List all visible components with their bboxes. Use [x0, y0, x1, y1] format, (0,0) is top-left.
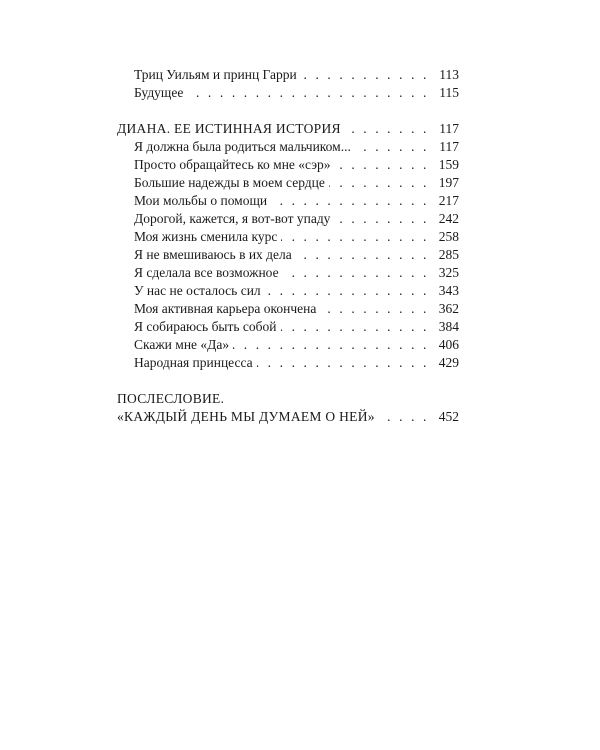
toc-entry-page: 343 — [438, 283, 459, 298]
dot-leader — [355, 138, 435, 156]
toc-entry-title: У нас не осталось сил — [134, 283, 261, 298]
toc-entry-page: 362 — [438, 301, 459, 316]
dot-leader — [283, 264, 435, 282]
toc-entry — [117, 318, 459, 336]
toc-entry — [117, 192, 459, 210]
toc-entry-title: Моя активная карьера окончена — [134, 301, 317, 316]
toc-entry-title: Большие надежды в моем сердце — [134, 175, 325, 190]
dot-leader — [265, 282, 435, 300]
toc-entry — [117, 300, 459, 318]
toc-entry-page: 258 — [438, 229, 459, 244]
toc-entry-page: 197 — [438, 175, 459, 190]
toc-entry — [117, 264, 459, 282]
dot-leader — [281, 318, 435, 336]
toc-entry-title: Дорогой, кажется, я вот-вот упаду — [134, 211, 331, 226]
toc-afterword-line2: «КАЖДЫЙ ДЕНЬ МЫ ДУМАЕМ О НЕЙ» — [117, 409, 375, 424]
toc-entry-page: 159 — [438, 157, 459, 172]
toc-entry-page: 429 — [438, 355, 459, 370]
toc-entry-title: Просто обращайтесь ко мне «сэр» — [134, 157, 331, 172]
toc-entry-title: Мои мольбы о помощи — [134, 193, 268, 208]
toc-entry — [117, 228, 459, 246]
toc-entry-page: 217 — [438, 193, 459, 208]
toc-entry-title: Я не вмешиваюсь в их дела — [134, 247, 292, 262]
toc-entry — [117, 336, 459, 354]
dot-leader — [329, 174, 435, 192]
dot-leader — [320, 300, 435, 318]
toc-entry-page: 242 — [438, 211, 459, 226]
toc-entry-title: Я должна была родиться мальчиком... — [134, 139, 351, 154]
toc-entry-page: 117 — [439, 139, 459, 154]
toc-entry-title: Триц Уильям и принц Гарри — [134, 67, 297, 82]
dot-leader — [271, 192, 435, 210]
table-of-contents — [117, 66, 459, 426]
toc-section-page: 117 — [439, 121, 459, 136]
toc-entry — [117, 246, 459, 264]
toc-entry-page: 325 — [438, 265, 459, 280]
dot-leader — [296, 246, 435, 264]
toc-entry-page: 384 — [438, 319, 459, 334]
dot-leader — [301, 66, 435, 84]
toc-entry-title: Я собираюсь быть собой — [134, 319, 277, 334]
toc-entry — [117, 282, 459, 300]
toc-afterword-heading — [117, 390, 459, 408]
toc-entry-page: 406 — [438, 337, 459, 352]
toc-afterword-line1: ПОСЛЕСЛОВИЕ. — [117, 391, 225, 406]
dot-leader — [281, 228, 435, 246]
toc-afterword-entry — [117, 408, 459, 426]
toc-entry-title: Я сделала все возможное — [134, 265, 279, 280]
toc-entry — [117, 156, 459, 174]
dot-leader — [334, 210, 435, 228]
toc-entry-title: Скажи мне «Да» — [134, 337, 230, 352]
toc-section-diana — [117, 120, 459, 138]
toc-afterword-page: 452 — [438, 409, 459, 424]
toc-entry-title: Народная принцесса — [134, 355, 253, 370]
toc-entry-page: 113 — [439, 67, 459, 82]
toc-entry-future — [117, 84, 459, 102]
toc-entry — [117, 138, 459, 156]
toc-entry — [117, 210, 459, 228]
dot-leader — [334, 156, 435, 174]
toc-entry — [117, 174, 459, 192]
toc-entry-page: 115 — [439, 85, 459, 100]
toc-entry-title: Будущее — [134, 85, 184, 100]
toc-entry-page: 285 — [438, 247, 459, 262]
dot-leader — [233, 336, 435, 354]
dot-leader — [257, 354, 435, 372]
dot-leader — [379, 408, 435, 426]
dot-leader — [345, 120, 435, 138]
toc-entry-title: Моя жизнь сменила курс — [134, 229, 278, 244]
toc-entry-princes — [117, 66, 459, 84]
toc-section-title: ДИАНА. ЕЕ ИСТИННАЯ ИСТОРИЯ — [117, 121, 341, 136]
toc-entry — [117, 354, 459, 372]
dot-leader — [187, 84, 435, 102]
